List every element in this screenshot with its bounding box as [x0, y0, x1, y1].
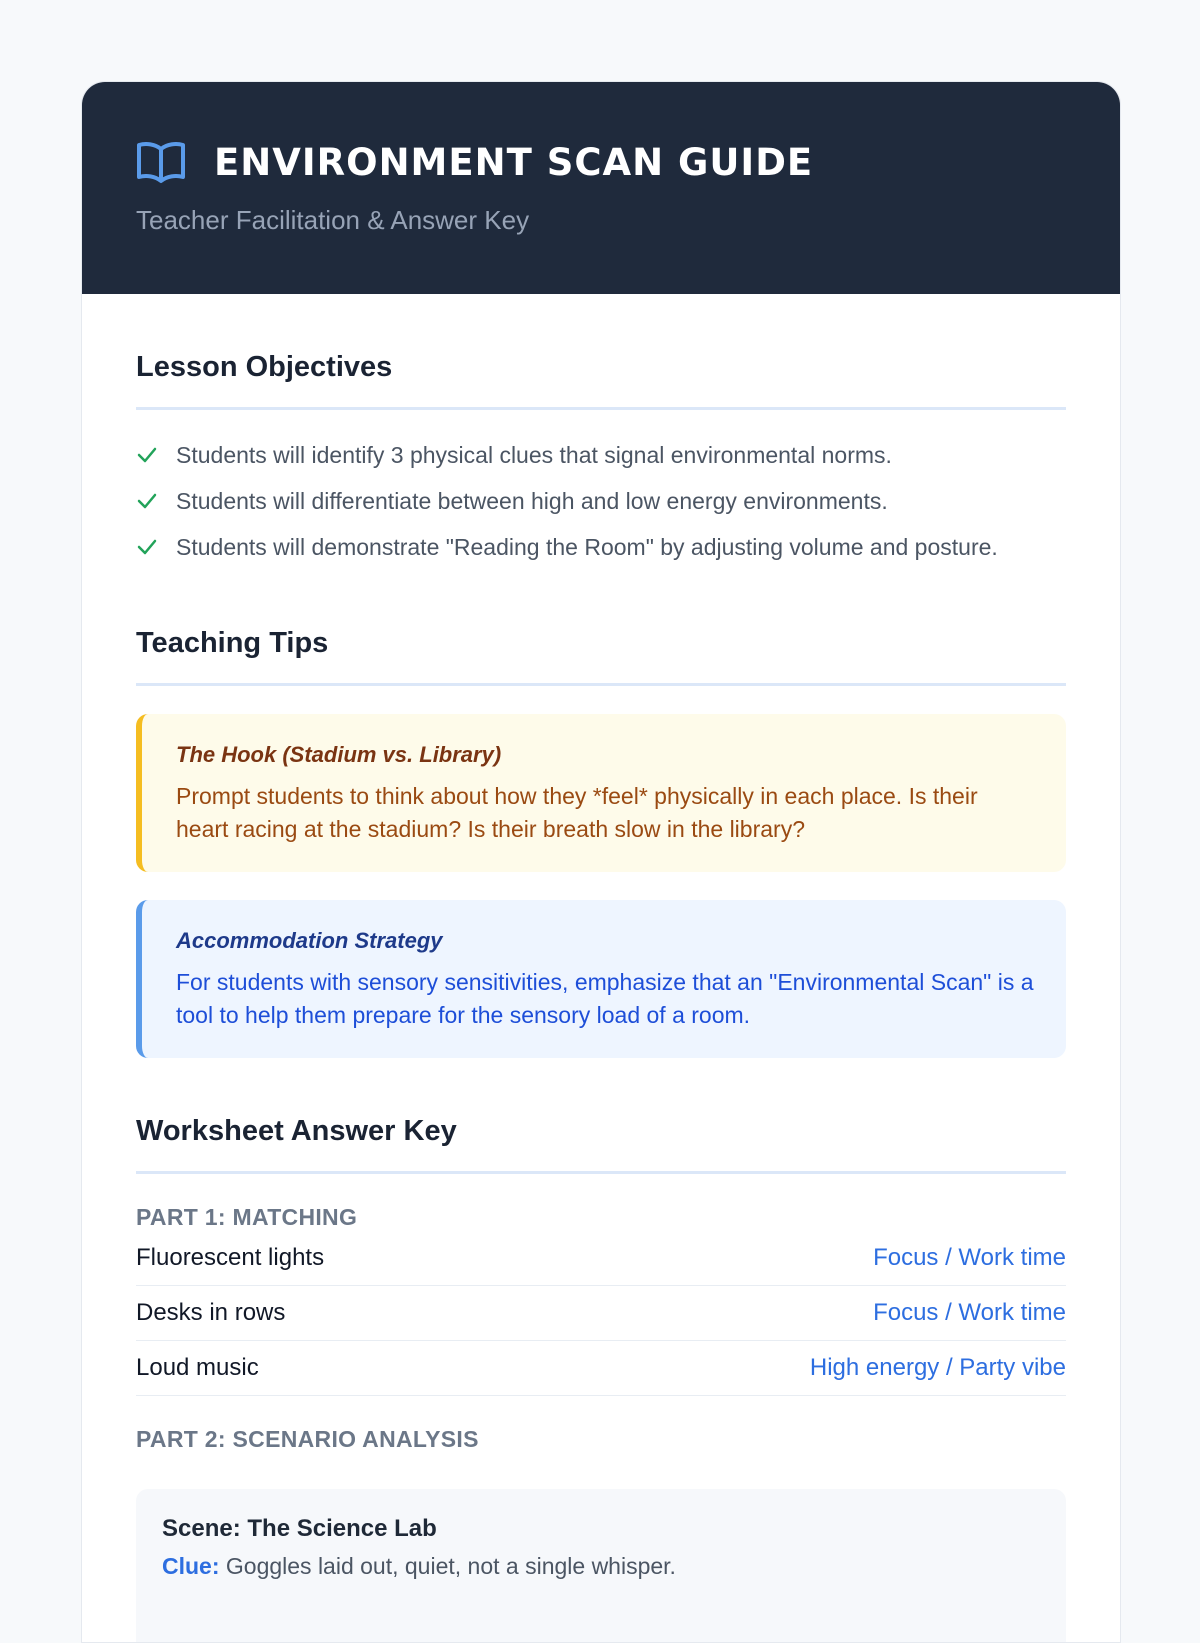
accommodation-tip-body: For students with sensory sensitivities, emphasize that an "Environmental Scan" is a tool to help them prepare for the sensory load of a room. [176, 969, 1034, 1028]
objective-text: Students will demonstrate "Reading the Room" by adjusting volume and posture. [176, 533, 998, 560]
title-row [136, 135, 1066, 189]
match-term: Desks in rows [136, 1299, 286, 1326]
scene-title: Scene: The Science Lab [162, 1515, 437, 1542]
hook-tip-callout [136, 714, 1066, 872]
hook-tip-body: Prompt students to think about how they *feel* physically in each place. Is their heart racing at the stadium? Is their breath slow in the library? [176, 783, 978, 842]
objective-item [136, 524, 1066, 570]
objective-text: Students will differentiate between high and low energy environments. [176, 487, 888, 514]
check-icon [136, 490, 158, 512]
scenario-box [136, 1489, 1066, 1643]
clue-text: Goggles laid out, quiet, not a single whisper. [225, 1553, 676, 1579]
match-answer: High energy / Party vibe [809, 1354, 1066, 1381]
hook-tip-title: The Hook (Stadium vs. Library) [176, 742, 502, 767]
objectives-list [136, 432, 1066, 570]
objective-item [136, 432, 1066, 478]
part2-label: PART 2: SCENARIO ANALYSIS [136, 1426, 479, 1452]
match-row [136, 1231, 1066, 1286]
objective-text: Students will identify 3 physical clues that signal environmental norms. [176, 441, 892, 468]
accommodation-tip-title: Accommodation Strategy [176, 928, 443, 953]
check-icon [136, 444, 158, 466]
match-answer: Focus / Work time [873, 1299, 1066, 1326]
tips-heading: Teaching Tips [136, 626, 1066, 686]
clue-label: Clue: [162, 1553, 220, 1579]
match-row [136, 1341, 1066, 1396]
accommodation-tip-callout [136, 900, 1066, 1058]
match-answer: Focus / Work time [873, 1244, 1066, 1271]
guide-card [81, 81, 1121, 1643]
page-title: ENVIRONMENT SCAN GUIDE [214, 140, 814, 184]
check-icon [136, 536, 158, 558]
objective-item [136, 478, 1066, 524]
guide-header [82, 82, 1120, 294]
objectives-heading: Lesson Objectives [136, 350, 1066, 410]
guide-content [82, 350, 1120, 1643]
answer-key-heading: Worksheet Answer Key [136, 1114, 1066, 1174]
book-open-icon [136, 139, 186, 185]
match-term: Fluorescent lights [136, 1244, 325, 1271]
match-row [136, 1286, 1066, 1341]
page-subtitle: Teacher Facilitation & Answer Key [136, 205, 530, 235]
part1-label: PART 1: MATCHING [136, 1204, 358, 1230]
match-term: Loud music [136, 1354, 259, 1381]
scene-clue-line [162, 1553, 1040, 1580]
